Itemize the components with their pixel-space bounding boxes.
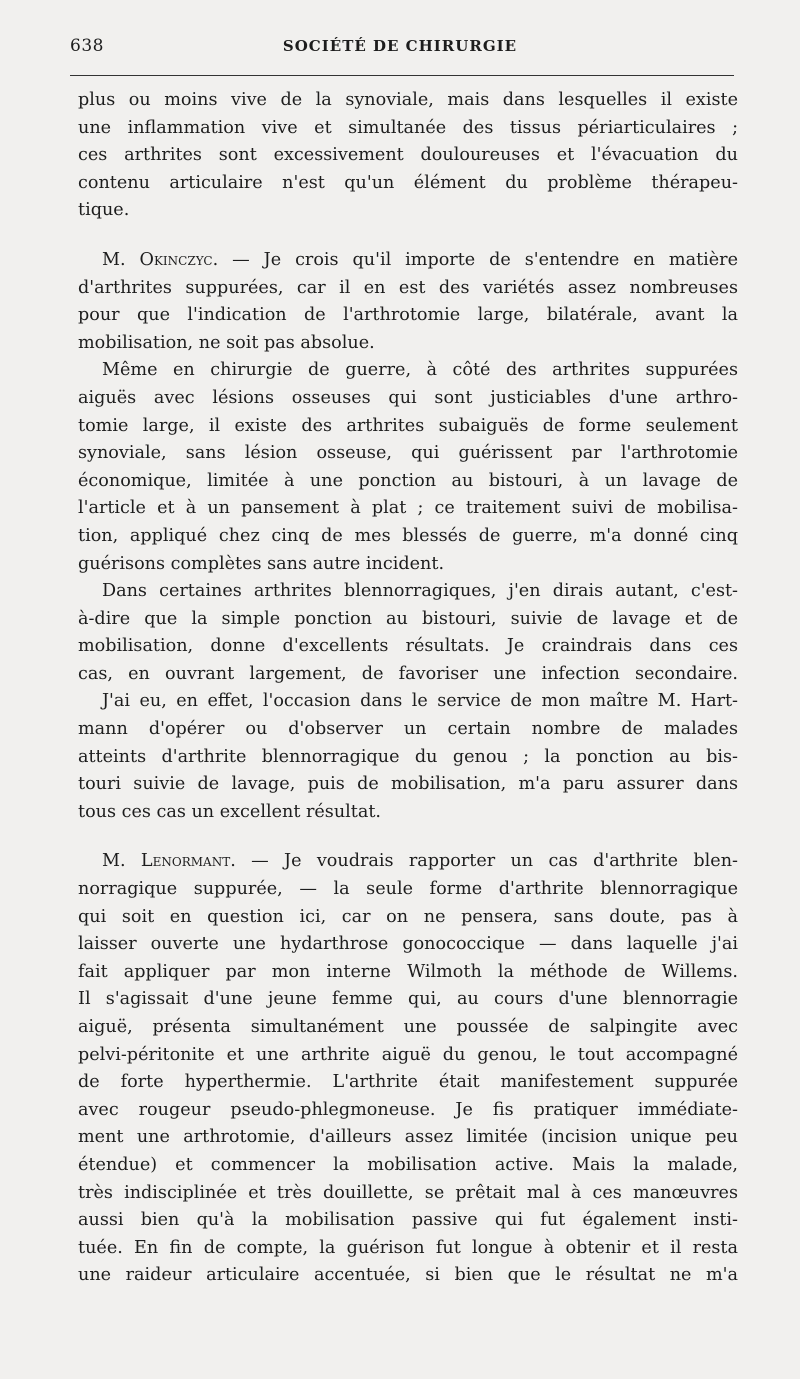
text-line: Même en chirurgie de guerre, à côté des arthrites suppurées [102, 360, 738, 381]
text-line: plus ou moins vive de la synoviale, mais dans lesquelles il existe [78, 90, 738, 110]
text-line: J'ai eu, en effet, l'occasion dans le service de mon maître M. Hart- [102, 691, 738, 712]
text-line-content: — Je voudrais rapporter un cas d'arthrite blen- [235, 851, 738, 872]
text-line: synoviale, sans lésion osseuse, qui guérissent par l'arthrotomie [78, 443, 738, 464]
text-line [78, 247, 738, 275]
paragraph [78, 247, 738, 826]
text-line: une raideur articulaire accentuée, si bien que le résultat ne m'a [78, 1265, 738, 1286]
text-line: tuée. En fin de compte, la guérison fut longue à obtenir et il resta [78, 1237, 738, 1258]
text-line: aiguë, présenta simultanément une poussée de salpingite avec [78, 1017, 738, 1037]
text-line: d'arthrites suppurées, car il en est des variétés assez nombreuses [78, 277, 738, 298]
running-title: SOCIÉTÉ DE CHIRURGIE [282, 37, 518, 55]
text-line: Dans certaines arthrites blennorragiques, j'en dirais autant, c'est- [102, 581, 738, 602]
text-line: norragique suppurée, — la seule forme d'arthrite blennorragique [78, 879, 738, 900]
text-line: de forte hyperthermie. L'arthrite était manifestement suppurée [78, 1072, 738, 1093]
text-line: une inflammation vive et simultanée des tissus périarticulaires ; [78, 117, 738, 138]
text-line: tous ces cas un excellent résultat. [78, 801, 382, 822]
text-line: économique, limitée à une ponction au bistouri, à un lavage de [78, 470, 738, 491]
paragraph-gap [78, 826, 738, 848]
text-line: tomie large, il existe des arthrites subaiguës de forme seulement [78, 415, 738, 436]
text-line: ces arthrites sont excessivement douloureuses et l'évacuation du [78, 145, 738, 166]
text-line: tique. [78, 200, 130, 221]
text-line: mobilisation, ne soit pas absolue. [78, 332, 375, 353]
text-line: pour que l'indication de l'arthrotomie large, bilatérale, avant la [78, 305, 738, 326]
paragraph-gap [78, 225, 738, 247]
text-line: à-dire que la simple ponction au bistouri, suivie de lavage et de [78, 608, 738, 629]
text-line: aiguës avec lésions osseuses qui sont justiciables d'une arthro- [78, 387, 738, 408]
text-line: pelvi-péritonite et une arthrite aiguë du genou, le tout accompagné [78, 1044, 738, 1065]
page-header [0, 36, 800, 62]
paragraph [78, 87, 738, 225]
text-line: mann d'opérer ou d'observer un certain nombre de malades [78, 719, 738, 740]
paragraph [78, 848, 738, 1290]
text-line: avec rougeur pseudo-phlegmoneuse. Je fis pratiquer immédiate- [78, 1099, 738, 1120]
text-line: Il s'agissait d'une jeune femme qui, au cours d'une blennorragie [78, 989, 738, 1010]
text-line: fait appliquer par mon interne Wilmoth la méthode de Willems. [78, 961, 738, 982]
text-line: laisser ouverte une hydarthrose gonococcique — dans laquelle j'ai [78, 934, 738, 955]
text-line: mobilisation, donne d'excellents résultats. Je craindrais dans ces [78, 636, 738, 657]
speaker-name: M. Okinczyc. [102, 249, 219, 270]
text-line: étendue) et commencer la mobilisation active. Mais la malade, [78, 1154, 738, 1175]
text-line: tion, appliqué chez cinq de mes blessés de guerre, m'a donné cinq [78, 525, 738, 546]
page-number: 638 [70, 36, 104, 56]
text-line: contenu articulaire n'est qu'un élément du problème thérapeu- [78, 172, 738, 193]
text-line: touri suivie de lavage, puis de mobilisation, m'a paru assurer dans [78, 774, 738, 795]
text-line [78, 848, 738, 876]
text-line: guérisons complètes sans autre incident. [78, 553, 445, 574]
text-line-content: — Je crois qu'il importe de s'entendre en matière [218, 249, 738, 270]
text-line: l'article et à un pansement à plat ; ce traitement suivi de mobilisa- [78, 498, 738, 519]
text-line: ment une arthrotomie, d'ailleurs assez limitée (incision unique peu [78, 1127, 738, 1148]
text-line: qui soit en question ici, car on ne pensera, sans doute, pas à [78, 906, 738, 927]
text-line: très indisciplinée et très douillette, se prêtait mal à ces manœuvres [78, 1182, 738, 1203]
body-text [78, 87, 738, 1290]
speaker-name: M. Lenormant. [102, 851, 236, 872]
text-line: cas, en ouvrant largement, de favoriser une infection secondaire. [78, 663, 738, 684]
text-line: aussi bien qu'à la mobilisation passive qui fut également insti- [78, 1210, 738, 1231]
header-rule [70, 75, 734, 76]
text-line: atteints d'arthrite blennorragique du genou ; la ponction au bis- [78, 746, 738, 767]
